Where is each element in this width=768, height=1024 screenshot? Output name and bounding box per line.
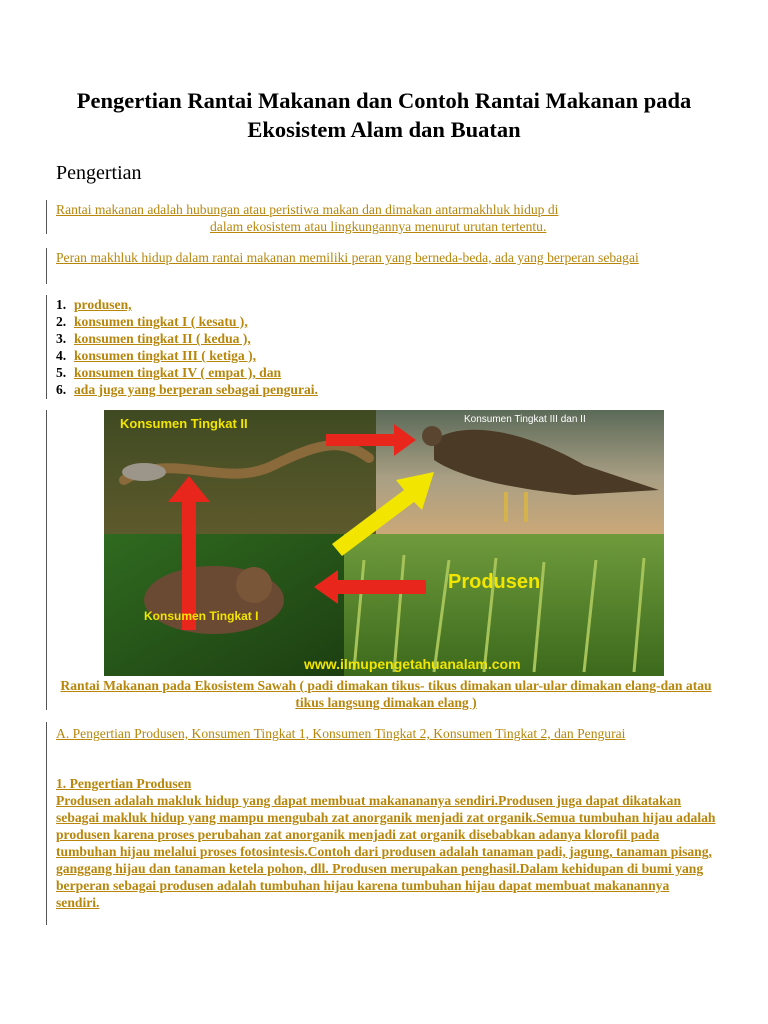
section-heading: Pengertian <box>56 162 142 184</box>
role-intro-paragraph[interactable]: Peran makhluk hidup dalam rantai makanan memiliki peran yang berneda-beda, ada yang berperan sebagai <box>56 250 639 265</box>
section-a-heading[interactable]: A. Pengertian Produsen, Konsumen Tingkat 1, Konsumen Tingkat 2, Konsumen Tingkat 2, dan Pengurai <box>56 726 626 741</box>
definition-line-1: Rantai makanan adalah hubungan atau peristiwa makan dan dimakan antarmakhluk hidup di <box>56 202 559 217</box>
list-number: 3. <box>56 331 67 346</box>
quote-bar <box>46 248 47 284</box>
image-caption[interactable]: Rantai Makanan pada Ekosistem Sawah ( padi dimakan tikus- tikus dimakan ular-ular dimakan elang-dan atau tikus langsung dimakan elang ) <box>60 678 712 710</box>
sub1-body[interactable]: Produsen adalah makluk hidup yang dapat membuat makanananya sendiri.Produsen juga dapat dikatakan sebagai makluk hidup yang mampu mengubah zat anorganik menjadi zat organik.Semua tumbuhan hijau adalah produsen karena proses perubahan zat anorganik menjadi zat organik disebabkan adanya klorofil pada tumbuhan hijau melalui proses fotosintesis.Contoh dari produsen adalah tanaman padi, jagung, tanaman pisang, ganggang hijau dan tanaman ketela pohon, dll. Produsen merupakan penghasil.Dalam kehidupan di bumi yang berperan sebagai produsen adalah tumbuhan hijau karena tumbuhan hijau dapat membuat makanannya sendiri. <box>56 793 716 910</box>
definition-line-2: dalam ekosistem atau lingkungannya menurut urutan tertentu. <box>210 219 547 234</box>
definition-paragraph[interactable] <box>56 201 716 235</box>
roles-list <box>56 296 716 398</box>
quote-bar <box>46 410 47 710</box>
watermark-url: www.ilmupengetahuanalam.com <box>304 656 521 672</box>
list-item[interactable] <box>56 364 716 381</box>
label-konsumen-i: Konsumen Tingkat I <box>144 609 259 623</box>
list-label: konsumen tingkat II ( kedua ), <box>74 331 251 346</box>
list-label: konsumen tingkat I ( kesatu ), <box>74 314 248 329</box>
label-konsumen-ii: Konsumen Tingkat II <box>120 416 248 431</box>
quote-bar <box>46 200 47 234</box>
list-label: produsen, <box>74 297 132 312</box>
list-number: 6. <box>56 382 67 397</box>
list-item[interactable] <box>56 330 716 347</box>
food-chain-illustration <box>104 410 664 676</box>
list-number: 4. <box>56 348 67 363</box>
list-label: konsumen tingkat IV ( empat ), dan <box>74 365 282 380</box>
list-item[interactable] <box>56 296 716 313</box>
quote-bar <box>46 295 47 399</box>
list-label: konsumen tingkat III ( ketiga ), <box>74 348 257 363</box>
quote-bar <box>46 722 47 925</box>
food-chain-image <box>104 410 664 676</box>
list-label: ada juga yang berperan sebagai pengurai. <box>74 382 318 397</box>
list-item[interactable] <box>56 313 716 330</box>
list-number: 1. <box>56 297 67 312</box>
list-number: 5. <box>56 365 67 380</box>
page-title: Pengertian Rantai Makanan dan Contoh Rantai Makanan pada Ekosistem Alam dan Buatan <box>76 88 692 142</box>
sub1-heading[interactable]: 1. Pengertian Produsen <box>56 776 192 791</box>
list-item[interactable] <box>56 347 716 364</box>
label-konsumen-iii: Konsumen Tingkat III dan II <box>464 414 586 425</box>
rice-field-photo <box>344 534 664 676</box>
label-produsen: Produsen <box>448 571 541 593</box>
list-number: 2. <box>56 314 67 329</box>
list-item[interactable] <box>56 381 716 398</box>
